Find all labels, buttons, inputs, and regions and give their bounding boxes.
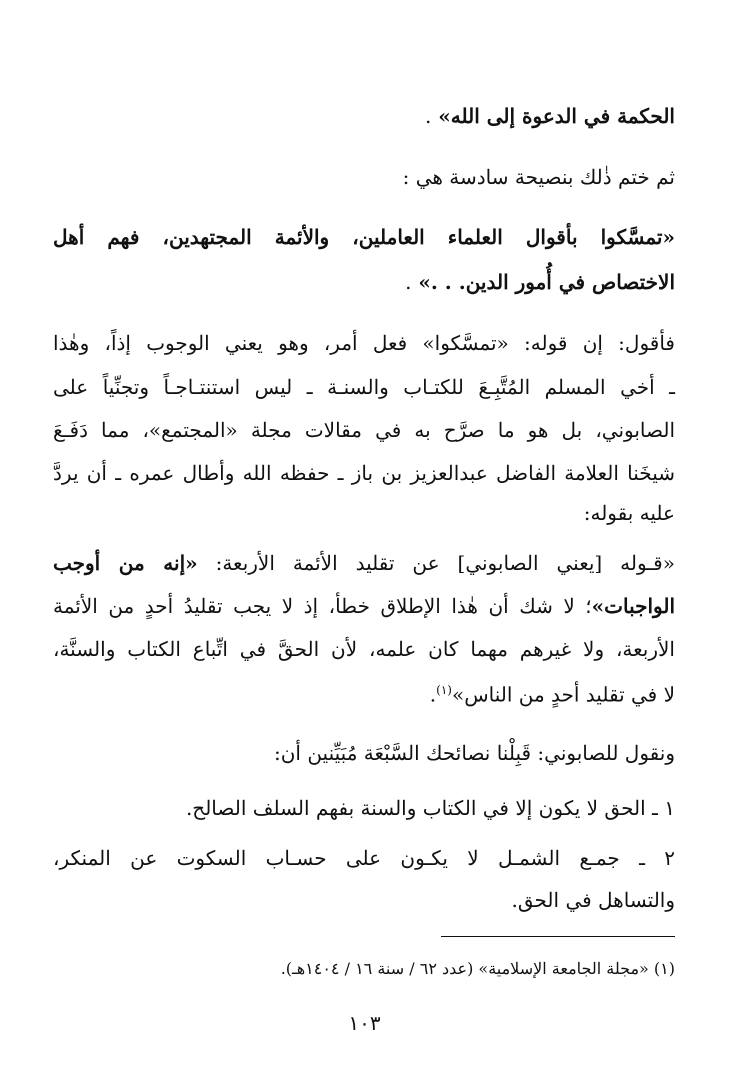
plain-text: «قـوله [يعني الصابوني] عن تقليد الأئمة الأربعة: — [197, 551, 675, 575]
plain-text: ونقول للصابوني: قَبِلْنا نصائحك السَّبْعَة مُبَيِّنين أن: — [273, 741, 675, 765]
bold-text: الاختصاص في أُمور الدين. . .» — [411, 270, 675, 294]
plain-text: شيخَنا العلامة الفاضل عبدالعزيز بن باز ـ حفظه الله وأطال عمره ـ أن يردَّ — [53, 461, 675, 485]
footnote-ref: (١) — [436, 683, 452, 697]
plain-text: . — [429, 682, 437, 707]
footnote-divider — [441, 936, 675, 937]
plain-text: ـ أخي المسلم المُتَّبِـعَ للكتـاب والسنـة ـ ليس استنتـاجـاً وتجنِّياً على — [53, 375, 675, 399]
text-line-11 — [53, 588, 675, 624]
plain-text: . — [405, 270, 412, 294]
plain-text: ثم ختم ذٰلك بنصيحة سادسة هي : — [402, 165, 675, 189]
text-line-2 — [53, 159, 675, 195]
plain-text: الأربعة، ولا غيرهم مهما كان علمه، لأن الحقَّ في اتِّباع الكتاب والسنَّة، — [53, 637, 675, 661]
plain-text: ٢ ـ جمـع الشمـل لا يكـون على حسـاب السكوت عن المنكر، — [53, 846, 675, 870]
plain-text: ؛ لا شك أن هٰذا الإطلاق خطأ، إذ لا يجب تقليدُ أحدٍ من الأئمة — [53, 594, 592, 618]
text-line-1 — [53, 98, 675, 134]
plain-text: الصابوني، بل هو ما صرَّح به في مقالات مجلة «المجتمع»، مما دَفَـعَ — [53, 418, 675, 442]
plain-text: والتساهل في الحق. — [511, 888, 675, 912]
text-line-16 — [53, 840, 675, 876]
text-line-6 — [53, 369, 675, 405]
text-line-3 — [53, 219, 675, 255]
footnote: (١) «مجلة الجامعة الإسلامية» (عدد ٦٢ / سنة ١٦ / ١٤٠٤هـ). — [280, 959, 675, 978]
text-line-14 — [53, 735, 675, 771]
text-line-10 — [53, 545, 675, 581]
bold-text: الواجبات» — [591, 594, 675, 618]
page-number: ١٠٣ — [348, 1011, 381, 1035]
text-line-17 — [53, 882, 675, 918]
plain-text: ١ ـ الحق لا يكون إلا في الكتاب والسنة بفهم السلف الصالح. — [185, 796, 675, 820]
text-line-12 — [53, 631, 675, 667]
plain-text: فأقول: إن قوله: «تمسَّكوا» فعل أمر، وهو يعني الوجوب إذاً، وهٰذا — [53, 331, 675, 355]
text-line-4 — [53, 264, 675, 300]
bold-text: الحكمة في الدعوة إلى الله» — [431, 104, 675, 128]
text-line-7 — [53, 412, 675, 448]
bold-text: «تمسَّكوا بأقوال العلماء العاملين، والأئمة المجتهدين، فهم أهل — [53, 225, 675, 249]
text-line-15 — [53, 790, 675, 826]
text-line-13 — [53, 672, 675, 713]
text-line-8 — [53, 455, 675, 491]
plain-text: عليه بقوله: — [583, 501, 675, 525]
text-line-5 — [53, 325, 675, 361]
plain-text: لا في تقليد أحدٍ من الناس» — [451, 682, 675, 707]
bold-text: «إنه من أوجب — [53, 551, 198, 575]
text-line-9 — [53, 495, 675, 531]
plain-text: . — [424, 104, 432, 128]
